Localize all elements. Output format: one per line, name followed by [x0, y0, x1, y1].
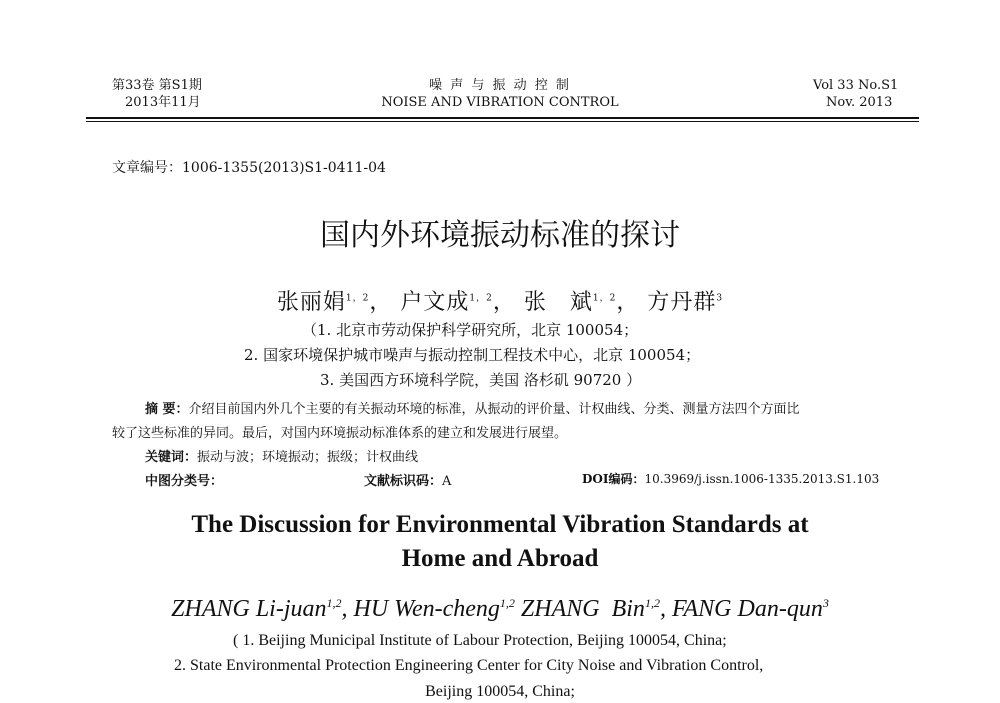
- clc-number: 中图分类号：: [145, 474, 224, 489]
- author-en: FANG Dan-qun$^3$: [671, 596, 829, 622]
- article-number: 文章编号：1006-1355(2013)S1-0411-04: [112, 160, 386, 176]
- title-en-line1: The Discussion for Environmental Vibration Standards at: [191, 511, 809, 538]
- affiliation-cn-3: 3. 美国西方环境科学院，美国 洛杉矶 90720 ）: [320, 371, 642, 389]
- author-en: ZHANG Li-juan$^{1,2}$,: [171, 596, 348, 622]
- affiliation-en-1: ( 1. Beijing Municipal Institute of Labour Protection, Beijing 100054, China;: [233, 632, 727, 649]
- affiliation-cn-2: 2. 国家环境保护城市噪声与振动控制工程技术中心，北京 100054；: [244, 346, 701, 364]
- author-cn: 张丽娟$^{1,2}$，: [276, 290, 393, 315]
- header-rule-thin: [86, 121, 919, 122]
- header-vol-en: Vol 33 No.S1: [813, 78, 899, 93]
- authors-en: [0, 596, 1000, 623]
- header-date: 2013年11月: [125, 95, 201, 110]
- affiliation-en-3: Beijing 100054, China;: [425, 683, 575, 700]
- author-cn: 张 斌$^{1,2}$，: [523, 290, 640, 315]
- header-journal-en: NOISE AND VIBRATION CONTROL: [381, 95, 619, 110]
- authors-cn: [0, 285, 1000, 316]
- author-en: HU Wen-cheng$^{1,2}$: [353, 596, 515, 622]
- abstract-cn-line2: 较了这些标准的异同。最后，对国内环境振动标准体系的建立和发展进行展望。: [112, 426, 568, 441]
- title-en-line2: Home and Abroad: [401, 545, 599, 572]
- header-volume-issue: 第33卷 第S1期: [112, 78, 202, 93]
- abstract-label: 摘 要：: [145, 402, 189, 417]
- author-cn: 方丹群$^3$: [647, 290, 724, 315]
- author-en: ZHANG Bin$^{1,2}$,: [520, 596, 666, 622]
- keywords-cn: 关键词：振动与波；环境振动；振级；计权曲线: [145, 450, 419, 465]
- document-code: 文献标识码：A: [364, 474, 452, 489]
- author-cn: 户文成$^{1,2}$，: [400, 290, 516, 315]
- abstract-cn-line1: 摘 要：介绍目前国内外几个主要的有关振动环境的标准，从振动的评价量、计权曲线、分类、测量方法四个方面比: [145, 402, 800, 417]
- doi: DOI编码：10.3969/j.issn.1006-1335.2013.S1.103: [582, 472, 880, 486]
- affiliation-cn-1: （1. 北京市劳动保护科学研究所，北京 100054；: [302, 321, 639, 339]
- header-date-en: Nov. 2013: [826, 95, 893, 110]
- header-rule-thick: [86, 117, 919, 119]
- title-cn: 国内外环境振动标准的探讨: [320, 218, 680, 253]
- header-journal-cn: 噪 声 与 振 动 控 制: [429, 78, 571, 93]
- keywords-label: 关键词：: [145, 450, 198, 465]
- affiliation-en-2: 2. State Environmental Protection Engineering Center for City Noise and Vibration Control,: [174, 657, 764, 674]
